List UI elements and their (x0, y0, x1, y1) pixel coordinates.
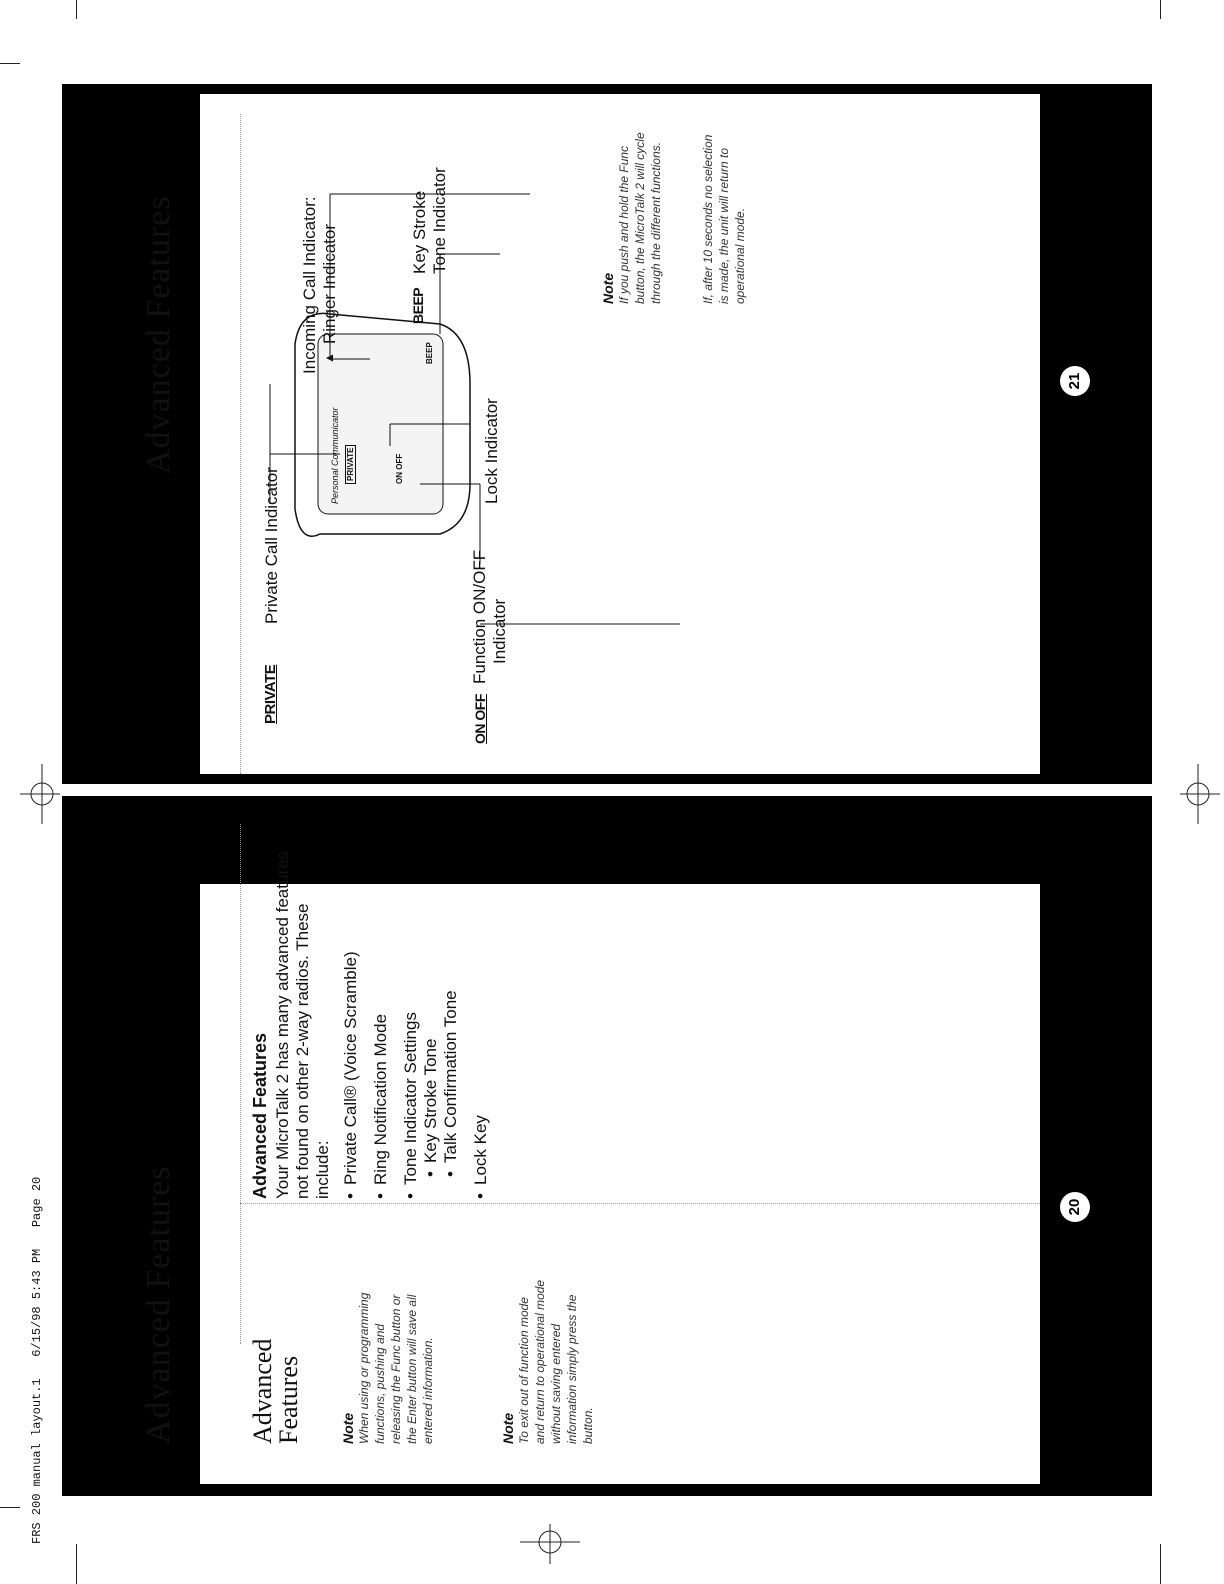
crop-mark (76, 1544, 77, 1584)
intro-text: Your MicroTalk 2 has many advanced features not found on other 2-way radios. These include: (273, 850, 332, 1199)
feature-list (341, 849, 491, 1199)
ringer-symbol: ▲ (322, 352, 336, 364)
tone-indicator-label: Tone Indicator (430, 167, 449, 274)
ringer-label: Ringer Indicator (320, 223, 339, 344)
note-heading: Note (340, 1412, 356, 1444)
dotted-guide (240, 1203, 1040, 1204)
crop-mark (1160, 1544, 1161, 1584)
left-note-2 (500, 1279, 596, 1444)
dotted-guide (240, 824, 241, 1344)
note-text: When using or programming functions, pushing and releasing the Func button or the Enter button will save all entered information. (357, 1292, 435, 1444)
lcd-beep: BEEP (425, 342, 434, 364)
crop-mark (0, 1507, 20, 1508)
note-heading: Note (500, 1412, 516, 1444)
onoff-symbol: ON OFF (472, 694, 488, 744)
page-number-20: 20 (1060, 1192, 1090, 1222)
crop-mark (76, 0, 77, 19)
crop-mark (0, 63, 20, 64)
function-indicator-label: Indicator (490, 598, 509, 664)
note-heading: Note (600, 272, 616, 304)
crop-mark (1160, 0, 1161, 19)
list-subitem: • Talk Confirmation Tone (441, 849, 461, 1177)
private-call-label: Private Call Indicator (262, 467, 281, 624)
note-text: If you push and hold the Func button, the MicroTalk 2 will cycle through the different functions. (617, 132, 663, 304)
lcd-private: PRIVATE (345, 445, 356, 484)
lcd-brand: Personal Communicator (330, 407, 340, 504)
note-text: To exit out of function mode and return to operational mode without saving entered information simply press the button. (517, 1279, 595, 1444)
lcd-onoff: ON OFF (395, 453, 404, 484)
left-note-1 (340, 1279, 436, 1444)
right-band-title: Advanced Features (140, 195, 177, 474)
right-note-2 (700, 124, 748, 304)
registration-mark-icon (520, 1524, 580, 1564)
private-symbol: PRIVATE (262, 664, 279, 724)
lock-label: Lock Indicator (482, 398, 501, 504)
right-note-1 (600, 124, 664, 304)
note-text: If, after 10 seconds no selection is made, the unit will return to operational mode. (701, 134, 747, 304)
list-item: • Lock Key (471, 849, 491, 1199)
list-item: • Tone Indicator Settings • Key Stroke Tone • Talk Confirmation Tone (401, 849, 461, 1199)
registration-mark-icon (20, 764, 60, 824)
key-stroke-label: Key Stroke (410, 190, 429, 274)
list-item: • Ring Notification Mode (371, 849, 391, 1199)
left-band-title: Advanced Features (140, 1165, 177, 1444)
page-number-21: 21 (1060, 366, 1090, 396)
section-title: Advanced Features (250, 1032, 270, 1199)
list-subitem: • Key Stroke Tone (421, 849, 441, 1177)
side-heading: Advanced Features (248, 1338, 303, 1444)
list-item: • Private Call® (Voice Scramble) (341, 849, 361, 1199)
feature-section (250, 849, 501, 1199)
function-onoff-label: Function ON/OFF (470, 549, 489, 684)
registration-mark-icon (1180, 764, 1220, 824)
beep-symbol: BEEP (410, 287, 426, 324)
incoming-call-label: Incoming Call Indicator: (300, 196, 319, 374)
print-slug: FRS 200 manual layout.1 6/15/98 5:43 PM Page 20 (30, 1176, 44, 1544)
